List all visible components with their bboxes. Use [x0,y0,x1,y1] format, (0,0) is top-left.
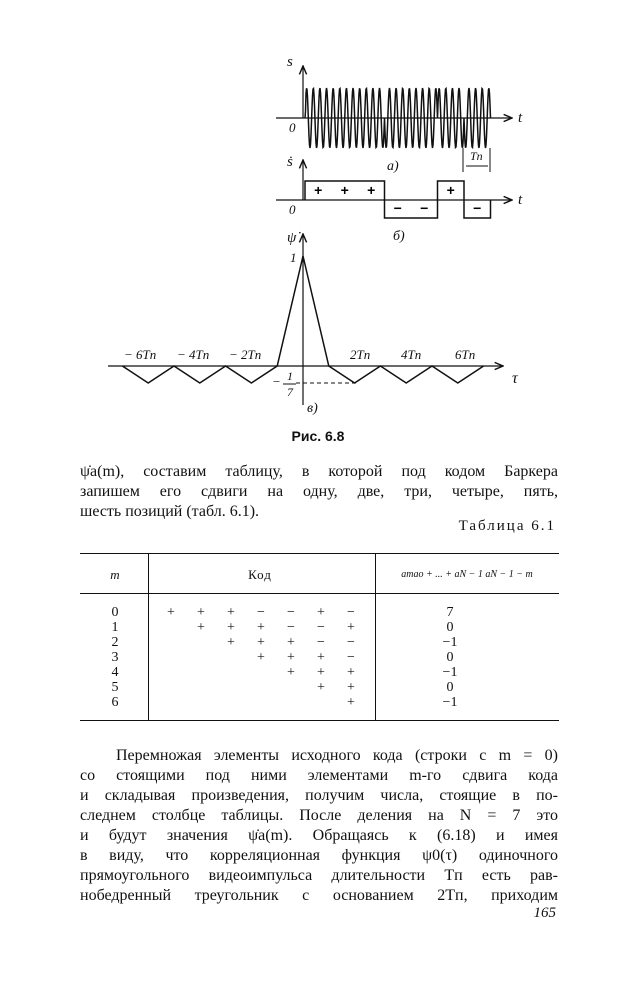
table-cell-sign: + [257,650,265,665]
panel-b-y-label: ṡ [287,154,293,170]
table-cell-sign: + [227,635,235,650]
table-header-rule [80,593,559,594]
table-cell-result: −1 [442,665,458,680]
text-line: со стоящими под ними элементами m-го сдвига кода [80,767,558,784]
table-cell-m: 2 [111,635,119,650]
panel-a-y-label: s [287,54,293,70]
table-bottom-rule [80,720,559,721]
text-line: следнем столбце таблицы. После деления на N = 7 это [80,807,558,824]
table-cell-sign: − [347,635,355,650]
table-cell-sign: + [317,650,325,665]
panel-c-peak-label: 1 [290,250,297,265]
code-sign: − [420,200,429,216]
table-cell-sign: + [257,620,265,635]
panel-b-code-plot [276,154,523,244]
table-cell-sign: − [287,605,295,620]
panel-c-tick-label: 6Tп [455,347,476,362]
text-line: в виду, что корреляционная функция ψ0(τ) одиночного [80,847,558,864]
table-cell-sign: + [317,665,325,680]
table-cell-sign: + [317,605,325,620]
table-cell-result: −1 [442,635,458,650]
code-sign: − [393,200,402,216]
text-line: ψ̇a(m), составим таблицу, в которой под кодом Баркера [80,463,558,480]
table-cell-result: 0 [446,680,454,695]
table-cell-sign: + [287,635,295,650]
panel-c-neg-sign: − [272,374,281,389]
code-sign: + [340,182,349,198]
table-cell-sign: + [197,620,205,635]
panel-a-signal-plot [276,54,523,174]
table-cell-sign: + [167,605,175,620]
table-cell-sign: − [287,620,295,635]
table-column-rule [148,553,149,720]
panel-c-tick-label: − 4Tп [177,347,210,362]
table-cell-sign: + [347,665,355,680]
panel-c-sub-label: в) [307,401,318,416]
table-cell-result: 0 [446,620,454,635]
table-cell-sign: − [317,635,325,650]
text-line: шесть позиций (табл. 6.1). [80,503,260,520]
table-cell-sign: + [287,665,295,680]
table-top-rule [80,553,559,554]
table-cell-result: 7 [446,605,454,620]
code-sign: − [473,200,482,216]
table-cell-m: 5 [111,680,119,695]
panel-b-x-label: t [518,192,523,208]
code-sign: + [367,182,376,198]
table-cell-m: 6 [111,695,119,710]
table-cell-m: 0 [111,605,119,620]
panel-c-tick-label: 4Tп [401,347,422,362]
panel-c-tick-label: 2Tп [350,347,371,362]
panel-c-correlation-plot [108,230,519,416]
panel-c-x-label: τ [512,370,518,387]
table-cell-result: −1 [442,695,458,710]
table-cell-sign: + [287,650,295,665]
table-column-rule [375,553,376,720]
table-cell-sign: + [257,635,265,650]
panel-c-tick-label: − 6Tп [124,347,157,362]
code-sign: + [314,182,323,198]
panel-a-period-label: Tп [470,149,483,163]
paragraph-2 [80,746,558,906]
table-cell-sign: + [347,695,355,710]
header-sum: amao + ... + aN − 1 aN − 1 − m [401,569,533,580]
text-line: и будут значения ψ̇a(m). Обращаясь к (6.18) и имея [80,827,558,844]
panel-b-sub-label: б) [393,229,405,244]
table-cell-sign: − [317,620,325,635]
text-line: нобедренный треугольник с основанием 2Tп, приходим [80,887,558,904]
table-cell-sign: − [347,650,355,665]
table-cell-sign: + [227,620,235,635]
text-line: Перемножая элементы исходного кода (строки с m = 0) [116,747,558,764]
table-cell-sign: + [347,680,355,695]
panel-c-neg-denominator: 7 [287,385,293,399]
table-cell-sign: − [257,605,265,620]
text-line: и складывая произведения, получим числа, стоящие в по- [80,787,558,804]
panel-c-neg-numerator: 1 [287,369,293,383]
panel-c-y-label: ψ̇ [287,230,297,246]
header-m: m [110,567,120,582]
table-cell-m: 3 [111,650,119,665]
panel-a-sub-label: a) [387,159,399,174]
header-code: Код [248,567,272,582]
panel-c-tick-label: − 2Tп [229,347,262,362]
panel-a-origin: 0 [289,120,296,135]
figure-6-8 [0,0,636,425]
figure-caption: Рис. 6.8 [291,428,345,444]
text-line: запишем его сдвиги на одну, две, три, четыре, пять, [80,483,558,500]
page-number: 165 [533,905,556,921]
text-line: прямоугольного видеоимпульса длительности Tп есть рав- [80,867,558,884]
panel-a-x-label: t [518,110,523,126]
table-cell-m: 4 [111,665,119,680]
code-sign: + [446,182,455,198]
table-cell-sign: + [227,605,235,620]
panel-b-origin: 0 [289,202,296,217]
table-cell-sign: + [197,605,205,620]
table-cell-sign: − [347,605,355,620]
table-cell-sign: + [347,620,355,635]
paragraph-1 [80,462,558,522]
table-title: Таблица 6.1 [458,518,556,534]
table-cell-sign: + [317,680,325,695]
table-cell-result: 0 [446,650,454,665]
table-cell-m: 1 [111,620,119,635]
